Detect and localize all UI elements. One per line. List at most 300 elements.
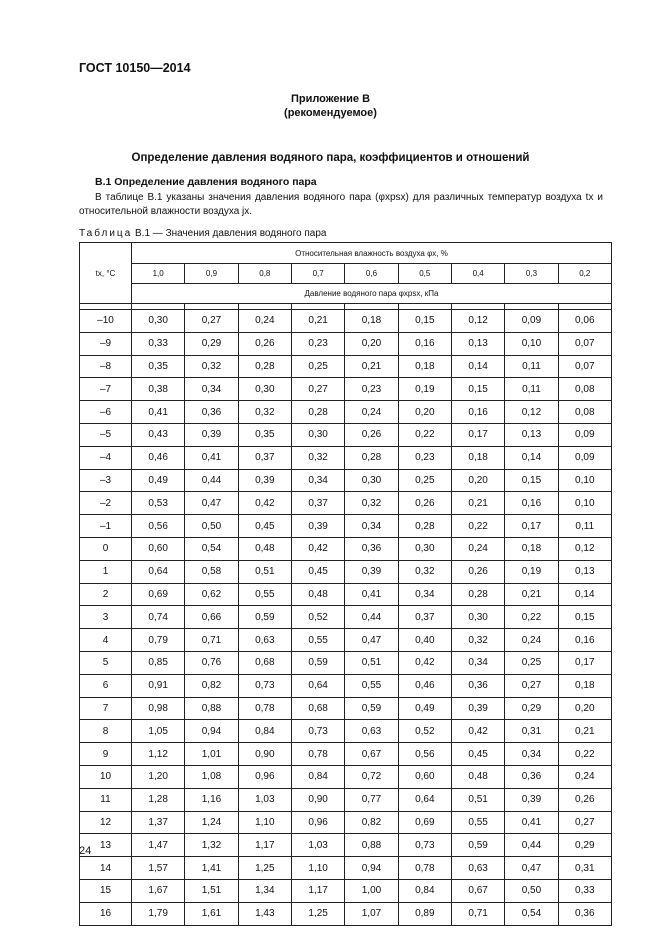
pressure-cell: 0,63 [345,720,398,743]
pressure-cell: 0,58 [185,560,238,583]
table-row [80,879,612,902]
pressure-cell: 0,32 [291,446,344,469]
pressure-cell: 0,43 [132,423,185,446]
pressure-cell: 0,27 [185,310,238,333]
pressure-cell: 0,60 [398,765,451,788]
pressure-cell: 0,55 [291,629,344,652]
pressure-cell: 0,82 [345,811,398,834]
pressure-cell: 0,76 [185,651,238,674]
temperature-cell: 8 [80,720,132,743]
temperature-cell: 9 [80,743,132,766]
pressure-cell: 0,17 [505,515,558,538]
pressure-cell: 0,15 [505,469,558,492]
pressure-cell: 0,18 [451,446,504,469]
temperature-cell: 15 [80,879,132,902]
pressure-cell: 0,29 [558,834,611,857]
pressure-cell: 0,08 [558,401,611,424]
temperature-cell: –9 [80,332,132,355]
humidity-value-cell: 0,5 [398,264,451,284]
pressure-cell: 1,17 [291,879,344,902]
table-caption-text: В.1 — Значения давления водяного пара [132,228,327,239]
pressure-cell: 0,21 [345,355,398,378]
pressure-cell: 0,28 [398,515,451,538]
pressure-cell: 0,47 [345,629,398,652]
pressure-cell: 0,07 [558,355,611,378]
pressure-cell: 0,59 [345,697,398,720]
pressure-cell: 0,74 [132,606,185,629]
pressure-cell: 0,34 [451,651,504,674]
pressure-cell: 0,39 [451,697,504,720]
pressure-cell: 0,73 [291,720,344,743]
pressure-cell: 0,10 [558,492,611,515]
table-row [80,629,612,652]
temperature-cell: 16 [80,902,132,925]
pressure-cell: 0,26 [345,423,398,446]
pressure-cell: 0,14 [558,583,611,606]
pressure-cell: 1,16 [185,788,238,811]
pressure-cell: 0,72 [345,765,398,788]
pressure-cell: 1,03 [291,834,344,857]
humidity-value-cell: 0,2 [558,264,611,284]
pressure-cell: 0,63 [238,629,291,652]
temperature-cell: 12 [80,811,132,834]
pressure-cell: 0,22 [451,515,504,538]
table-row [80,651,612,674]
pressure-cell: 0,82 [185,674,238,697]
table-row [80,537,612,560]
table-row [80,765,612,788]
pressure-cell: 1,34 [238,879,291,902]
pressure-cell: 0,42 [291,537,344,560]
table-body [80,310,612,926]
pressure-cell: 0,27 [505,674,558,697]
pressure-cell: 0,34 [505,743,558,766]
pressure-cell: 0,18 [558,674,611,697]
pressure-cell: 1,10 [291,857,344,880]
pressure-cell: 0,37 [238,446,291,469]
pressure-cell: 0,24 [238,310,291,333]
pressure-cell: 0,23 [345,378,398,401]
pressure-cell: 0,55 [238,583,291,606]
pressure-cell: 1,03 [238,788,291,811]
pressure-cell: 0,24 [558,765,611,788]
pressure-cell: 0,49 [398,697,451,720]
pressure-cell: 0,24 [451,537,504,560]
pressure-cell: 0,96 [291,811,344,834]
pressure-cell: 0,54 [505,902,558,925]
pressure-cell: 0,22 [558,743,611,766]
pressure-cell: 0,47 [185,492,238,515]
pressure-cell: 0,40 [398,629,451,652]
pressure-cell: 0,08 [558,378,611,401]
pressure-cell: 0,53 [132,492,185,515]
pressure-cell: 0,69 [398,811,451,834]
pressure-cell: 0,18 [398,355,451,378]
pressure-cell: 0,12 [451,310,504,333]
pressure-cell: 0,71 [185,629,238,652]
pressure-cell: 0,45 [238,515,291,538]
pressure-cell: 1,47 [132,834,185,857]
table-row [80,378,612,401]
pressure-cell: 0,48 [451,765,504,788]
pressure-cell: 0,23 [398,446,451,469]
pressure-cell: 0,73 [238,674,291,697]
temperature-cell: 10 [80,765,132,788]
pressure-cell: 0,28 [291,401,344,424]
pressure-cell: 0,34 [398,583,451,606]
temperature-cell: 2 [80,583,132,606]
pressure-cell: 1,05 [132,720,185,743]
pressure-cell: 0,22 [505,606,558,629]
pressure-cell: 0,41 [185,446,238,469]
pressure-cell: 1,08 [185,765,238,788]
table-row [80,355,612,378]
pressure-cell: 0,39 [505,788,558,811]
pressure-cell: 1,01 [185,743,238,766]
appendix-title: Приложение В [290,93,371,105]
pressure-cell: 0,32 [345,492,398,515]
table-row [80,469,612,492]
pressure-cell: 0,12 [558,537,611,560]
pressure-cell: 0,27 [291,378,344,401]
pressure-cell: 0,30 [291,423,344,446]
pressure-cell: 0,36 [185,401,238,424]
pressure-cell: 0,21 [558,720,611,743]
pressure-cell: 0,78 [398,857,451,880]
page-number: 24 [79,845,92,857]
pressure-cell: 0,30 [132,310,185,333]
temperature-cell: –2 [80,492,132,515]
pressure-cell: 0,38 [132,378,185,401]
pressure-cell: 0,17 [558,651,611,674]
pressure-cell: 0,59 [291,651,344,674]
pressure-cell: 1,51 [185,879,238,902]
humidity-value-cell: 0,6 [345,264,398,284]
pressure-cell: 0,36 [345,537,398,560]
pressure-cell: 0,34 [345,515,398,538]
pressure-cell: 0,48 [291,583,344,606]
pressure-cell: 0,59 [238,606,291,629]
pressure-cell: 0,20 [451,469,504,492]
table-row [80,834,612,857]
pressure-cell: 0,89 [398,902,451,925]
pressure-cell: 0,33 [558,879,611,902]
pressure-cell: 0,67 [345,743,398,766]
pressure-cell: 0,25 [291,355,344,378]
table-row [80,674,612,697]
table-row [80,515,612,538]
table-row [80,310,612,333]
pressure-cell: 0,51 [451,788,504,811]
table-row [80,606,612,629]
pressure-cell: 0,26 [558,788,611,811]
pressure-cell: 0,28 [451,583,504,606]
pressure-cell: 0,10 [558,469,611,492]
pressure-cell: 0,59 [451,834,504,857]
table-row [80,560,612,583]
pressure-cell: 0,26 [451,560,504,583]
temperature-cell: 14 [80,857,132,880]
pressure-cell: 0,85 [132,651,185,674]
pressure-cell: 0,21 [291,310,344,333]
pressure-cell: 0,23 [291,332,344,355]
pressure-cell: 0,69 [132,583,185,606]
pressure-cell: 0,50 [505,879,558,902]
pressure-cell: 0,09 [558,423,611,446]
table-caption-prefix: Таблица [79,228,133,239]
pressure-cell: 0,09 [505,310,558,333]
pressure-cell: 1,24 [185,811,238,834]
pressure-cell: 0,60 [132,537,185,560]
pressure-cell: 1,37 [132,811,185,834]
pressure-cell: 0,39 [238,469,291,492]
pressure-cell: 0,30 [238,378,291,401]
pressure-cell: 0,94 [185,720,238,743]
pressure-cell: 0,15 [398,310,451,333]
pressure-cell: 1,00 [345,879,398,902]
humidity-header: Относительная влажность воздуха φx, % [132,243,612,264]
humidity-value-cell: 1,0 [132,264,185,284]
pressure-cell: 0,55 [451,811,504,834]
pressure-cell: 0,88 [345,834,398,857]
pressure-cell: 0,16 [398,332,451,355]
pressure-cell: 0,16 [451,401,504,424]
pressure-cell: 0,18 [505,537,558,560]
pressure-cell: 0,78 [238,697,291,720]
pressure-cell: 1,43 [238,902,291,925]
pressure-cell: 0,35 [132,355,185,378]
pressure-cell: 0,30 [451,606,504,629]
pressure-cell: 0,37 [291,492,344,515]
pressure-cell: 1,32 [185,834,238,857]
pressure-cell: 0,32 [185,355,238,378]
table-row [80,423,612,446]
temperature-cell: 0 [80,537,132,560]
pressure-cell: 0,62 [185,583,238,606]
pressure-cell: 0,46 [132,446,185,469]
pressure-cell: 0,10 [505,332,558,355]
temperature-cell: 3 [80,606,132,629]
pressure-cell: 1,41 [185,857,238,880]
table-row [80,788,612,811]
temperature-cell: –6 [80,401,132,424]
table-row [80,401,612,424]
pressure-cell: 0,34 [185,378,238,401]
pressure-cell: 0,31 [505,720,558,743]
pressure-cell: 0,44 [505,834,558,857]
pressure-cell: 0,15 [558,606,611,629]
pressure-cell: 0,32 [238,401,291,424]
pressure-cell: 0,36 [451,674,504,697]
pressure-cell: 0,50 [185,515,238,538]
pressure-cell: 0,77 [345,788,398,811]
pressure-cell: 1,67 [132,879,185,902]
pressure-cell: 0,51 [345,651,398,674]
pressure-cell: 0,71 [451,902,504,925]
pressure-cell: 0,21 [451,492,504,515]
pressure-cell: 0,16 [505,492,558,515]
pressure-cell: 0,15 [451,378,504,401]
pressure-cell: 0,94 [345,857,398,880]
pressure-cell: 1,25 [291,902,344,925]
table-row [80,857,612,880]
pressure-cell: 0,45 [291,560,344,583]
pressure-cell: 1,61 [185,902,238,925]
temperature-cell: –3 [80,469,132,492]
humidity-value-cell: 0,3 [505,264,558,284]
pressure-cell: 0,31 [558,857,611,880]
pressure-cell: 0,33 [132,332,185,355]
pressure-cell: 0,90 [238,743,291,766]
section-title: Определение давления водяного пара, коэффициентов и отношений [131,152,530,164]
table-row [80,446,612,469]
pressure-cell: 0,44 [185,469,238,492]
pressure-cell: 0,41 [345,583,398,606]
temperature-cell: –5 [80,423,132,446]
pressure-cell: 0,28 [238,355,291,378]
pressure-cell: 0,39 [345,560,398,583]
pressure-cell: 1,07 [345,902,398,925]
temperature-cell: –10 [80,310,132,333]
pressure-cell: 0,88 [185,697,238,720]
pressure-cell: 0,24 [505,629,558,652]
pressure-cell: 1,12 [132,743,185,766]
pressure-cell: 0,63 [451,857,504,880]
pressure-cell: 1,10 [238,811,291,834]
pressure-cell: 0,06 [558,310,611,333]
pressure-cell: 0,39 [291,515,344,538]
table-row [80,583,612,606]
pressure-cell: 0,56 [132,515,185,538]
temperature-cell: 6 [80,674,132,697]
pressure-cell: 0,84 [291,765,344,788]
table-row [80,492,612,515]
temperature-cell: –7 [80,378,132,401]
pressure-cell: 0,44 [345,606,398,629]
pressure-cell: 0,25 [505,651,558,674]
pressure-cell: 0,26 [238,332,291,355]
pressure-cell: 0,66 [185,606,238,629]
pressure-cell: 0,14 [505,446,558,469]
pressure-cell: 1,28 [132,788,185,811]
pressure-cell: 0,19 [398,378,451,401]
pressure-cell: 0,36 [558,902,611,925]
pressure-cell: 0,32 [398,560,451,583]
pressure-cell: 0,14 [451,355,504,378]
pressure-cell: 0,84 [238,720,291,743]
pressure-cell: 0,12 [505,401,558,424]
pressure-cell: 0,46 [398,674,451,697]
pressure-cell: 0,64 [398,788,451,811]
pressure-cell: 0,36 [505,765,558,788]
pressure-cell: 0,42 [238,492,291,515]
pressure-cell: 0,78 [291,743,344,766]
temperature-cell: 11 [80,788,132,811]
pressure-cell: 0,30 [398,537,451,560]
temperature-cell: 13 [80,834,132,857]
pressure-cell: 0,48 [238,537,291,560]
pressure-cell: 0,16 [558,629,611,652]
pressure-cell: 0,21 [505,583,558,606]
pressure-cell: 0,96 [238,765,291,788]
pressure-cell: 0,42 [398,651,451,674]
pressure-cell: 0,09 [558,446,611,469]
pressure-cell: 0,68 [238,651,291,674]
pressure-cell: 0,24 [345,401,398,424]
pressure-cell: 0,25 [398,469,451,492]
pressure-cell: 0,34 [291,469,344,492]
humidity-value-cell: 0,7 [291,264,344,284]
pressure-cell: 1,57 [132,857,185,880]
pressure-cell: 0,30 [345,469,398,492]
pressure-cell: 0,49 [132,469,185,492]
pressure-cell: 0,73 [398,834,451,857]
temperature-cell: –8 [80,355,132,378]
pressure-cell: 0,98 [132,697,185,720]
pressure-cell: 1,25 [238,857,291,880]
pressure-cell: 0,39 [185,423,238,446]
pressure-cell: 0,52 [398,720,451,743]
temperature-header: tx, °С [80,243,132,304]
intro-paragraph: В таблице В.1 указаны значения давления водяного пара (φxpsx) для различных температур воздуха tx и относительной влажности воздуха jx. [79,192,603,217]
pressure-cell: 0,56 [398,743,451,766]
pressure-cell: 0,27 [558,811,611,834]
table-row [80,811,612,834]
pressure-cell: 1,79 [132,902,185,925]
pressure-cell: 0,22 [398,423,451,446]
pressure-cell: 0,20 [398,401,451,424]
pressure-cell: 0,35 [238,423,291,446]
pressure-cell: 0,42 [451,720,504,743]
pressure-cell: 0,11 [505,378,558,401]
pressure-cell: 0,45 [451,743,504,766]
pressure-cell: 0,67 [451,879,504,902]
pressure-cell: 0,51 [238,560,291,583]
pressure-cell: 0,13 [505,423,558,446]
temperature-cell: 1 [80,560,132,583]
humidity-values-row [80,264,612,284]
table-row [80,697,612,720]
table-row [80,743,612,766]
table-row [80,332,612,355]
pressure-cell: 0,29 [185,332,238,355]
pressure-header: Давление водяного пара φxpsx, кПа [132,284,612,304]
pressure-cell: 0,13 [451,332,504,355]
pressure-cell: 0,37 [398,606,451,629]
pressure-cell: 0,41 [505,811,558,834]
pressure-cell: 0,07 [558,332,611,355]
pressure-cell: 0,64 [291,674,344,697]
document-code: ГОСТ 10150—2014 [79,61,191,75]
humidity-value-cell: 0,8 [238,264,291,284]
subsection-heading: В.1 Определение давления водяного пара [95,176,317,188]
table-caption [79,228,326,239]
table-row [80,720,612,743]
pressure-cell: 0,11 [505,355,558,378]
table-row [80,902,612,925]
pressure-cell: 0,26 [398,492,451,515]
pressure-cell: 0,32 [451,629,504,652]
humidity-value-cell: 0,9 [185,264,238,284]
pressure-cell: 0,18 [345,310,398,333]
pressure-cell: 0,20 [558,697,611,720]
vapor-pressure-table [79,242,612,926]
pressure-cell: 0,79 [132,629,185,652]
pressure-cell: 0,41 [132,401,185,424]
pressure-cell: 0,68 [291,697,344,720]
pressure-cell: 0,52 [291,606,344,629]
pressure-cell: 0,28 [345,446,398,469]
